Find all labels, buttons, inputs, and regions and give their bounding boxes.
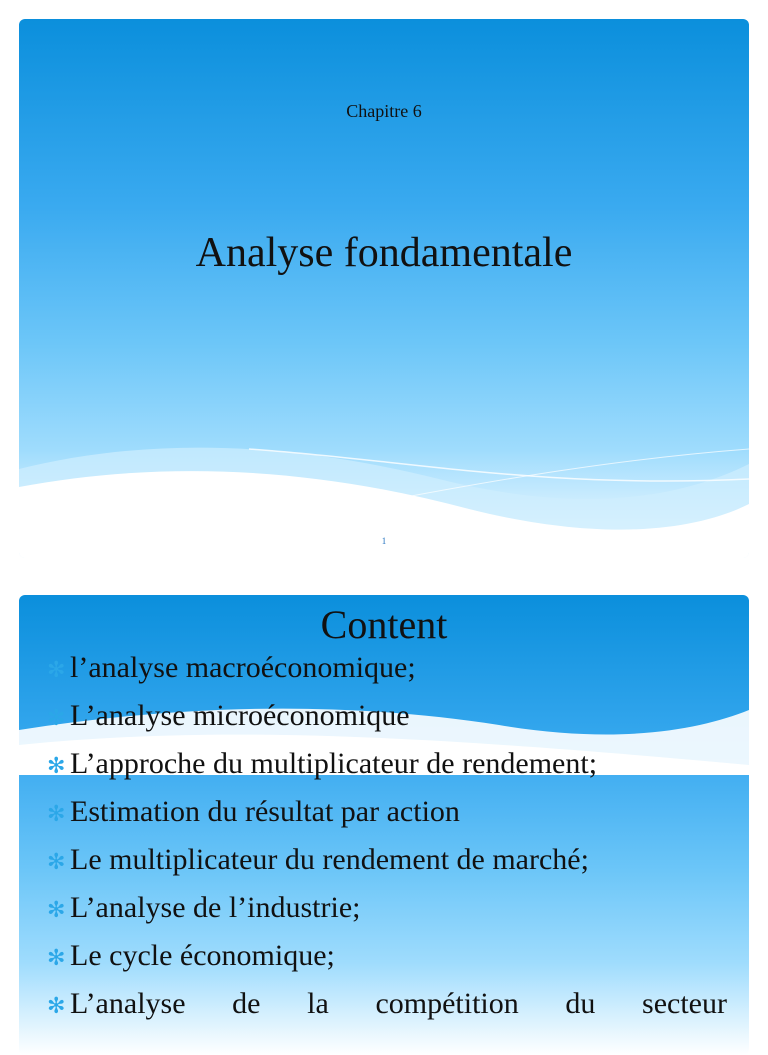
bullet-text: L’analyse de l’industrie; xyxy=(70,891,361,924)
asterisk-bullet-icon: ✻ xyxy=(47,946,66,971)
bullet-item xyxy=(47,891,727,939)
asterisk-bullet-icon: ✻ xyxy=(47,706,66,731)
title-slide xyxy=(19,19,749,558)
bullet-item xyxy=(47,747,727,795)
bullet-item xyxy=(47,939,727,987)
bullet-word: la xyxy=(307,987,329,1020)
bullet-item xyxy=(47,699,727,747)
asterisk-bullet-icon: ✻ xyxy=(47,658,66,683)
bullet-text xyxy=(70,987,727,1021)
bullet-word: de xyxy=(232,987,261,1020)
bullet-word: compétition xyxy=(375,987,519,1020)
bullet-list xyxy=(47,651,727,1035)
asterisk-bullet-icon: ✻ xyxy=(47,850,66,875)
asterisk-bullet-icon: ✻ xyxy=(47,994,66,1019)
bullet-word: du xyxy=(565,987,596,1020)
bullet-text: L’analyse microéconomique xyxy=(70,699,410,732)
bullet-item xyxy=(47,795,727,843)
asterisk-bullet-icon: ✻ xyxy=(47,802,66,827)
slide-title: Analyse fondamentale xyxy=(195,230,573,276)
content-title: Content xyxy=(320,602,448,647)
bullet-word: L’analyse xyxy=(70,987,186,1020)
content-slide xyxy=(19,595,749,1055)
bullet-text: Le multiplicateur du rendement de marché; xyxy=(70,843,589,876)
bullet-word: secteur xyxy=(642,987,727,1020)
bullet-text: l’analyse macroéconomique; xyxy=(70,651,416,684)
asterisk-bullet-icon: ✻ xyxy=(47,898,66,923)
page-number: 1 xyxy=(381,536,387,546)
bullet-text: L’approche du multiplicateur de rendement; xyxy=(70,747,598,780)
asterisk-bullet-icon: ✻ xyxy=(47,754,66,779)
chapter-label: Chapitre 6 xyxy=(346,101,422,121)
bullet-item xyxy=(47,987,727,1035)
bullet-item xyxy=(47,843,727,891)
bullet-text: Estimation du résultat par action xyxy=(70,795,460,828)
bullet-text: Le cycle économique; xyxy=(70,939,335,972)
bullet-item xyxy=(47,651,727,699)
